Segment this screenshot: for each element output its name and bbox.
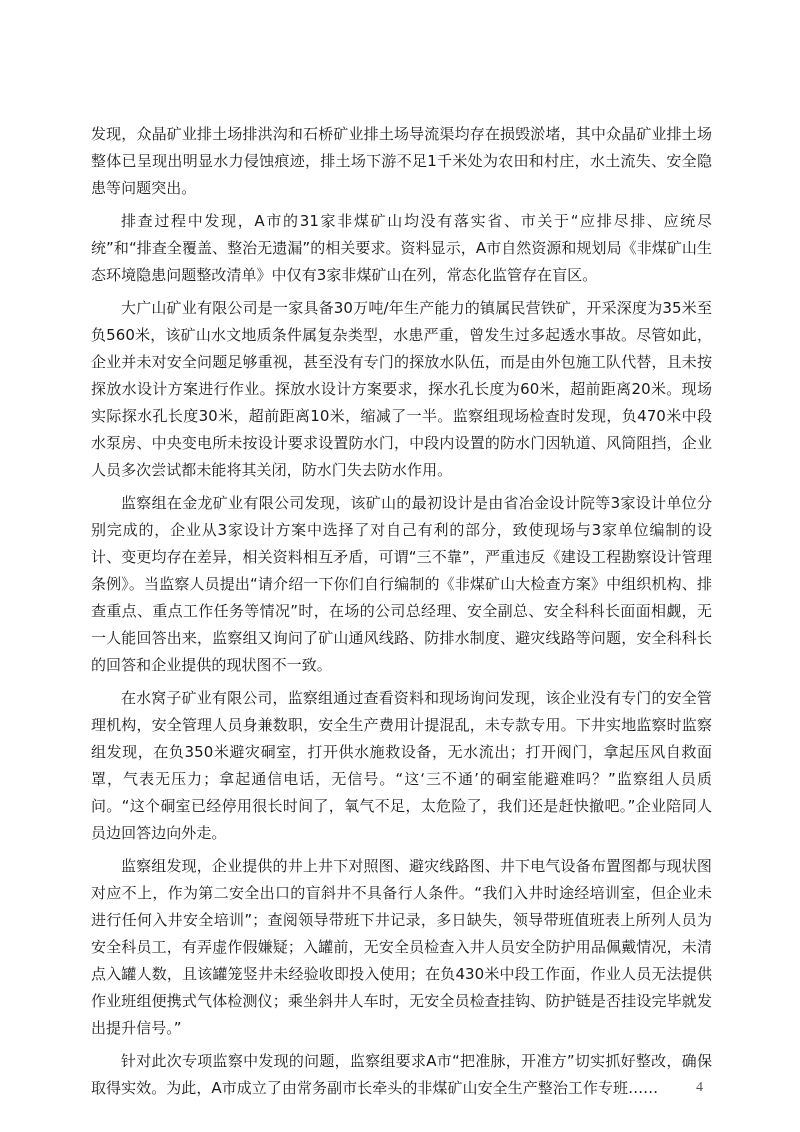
- paragraph-inspection-discrepancies: 监察组发现，企业提供的井上井下对照图、避灾线路图、井下电气设备布置图都与现状图对应不上，作为第二安全出口的盲斜井不具备行人条件。“我们入井时途经培训室，但企业未进行任何入井安全培训”；查阅领导带班下井记录，多日缺失，领导带班值班表上所列人员为安全科员工，有弄虚作假嫌疑；入罐前，无安全员检查入井人员安全防护用品佩戴情况，未清点入罐人数，且该罐笼竖井未经验收即投入使用；在负430米中段工作面，作业人员无法提供作业班组便携式气体检测仪；乘坐斜井人车时，无安全员检查挂钩、防护链是否挂设完毕就发出提升信号。”: [91, 857, 712, 1037]
- paragraph-investigation-findings: 排查过程中发现，A市的31家非煤矿山均没有落实省、市关于“应排尽排、应统尽统”和“排查全覆盖、整治无遗漏”的相关要求。资料显示，A市自然资源和规划局《非煤矿山生态环境隐患问题整改清单》中仅有3家非煤矿山在列，常态化监管存在盲区。: [91, 212, 712, 284]
- paragraph-rectification: 针对此次专项监察中发现的问题，监察组要求A市“把准脉，开准方”切实抓好整改，确保取得实效。为此，A市成立了由常务副市长牵头的非煤矿山安全生产整治工作专班……: [91, 1052, 712, 1097]
- paragraph-jinlong-mining: 监察组在金龙矿业有限公司发现，该矿山的最初设计是由省冶金设计院等3家设计单位分别完成的，企业从3家设计方案中选择了对自己有利的部分，致使现场与3家单位编制的设计、变更均存在差异，相关资料相互矛盾，可谓“三不靠”，严重违反《建设工程勘察设计管理条例》。当监察人员提出“请介绍一下你们自行编制的《非煤矿山大检查方案》中组织机构、排查重点、重点工作任务等情况”时，在场的公司总经理、安全副总、安全科科长面面相觑，无一人能回答出来，监察组又询问了矿山通风线路、防排水制度、避灾线路等问题，安全科科长的回答和企业提供的现状图不一致。: [91, 494, 712, 674]
- document-body: [91, 121, 712, 1108]
- paragraph-continuation: 发现，众晶矿业排土场排洪沟和石桥矿业排土场导流渠均存在损毁淤堵，其中众晶矿业排土场整体已呈现出明显水力侵蚀痕迹，排土场下游不足1千米处为农田和村庄，水土流失、安全隐患等问题突出。: [91, 125, 712, 197]
- page-number: 4: [696, 1080, 703, 1095]
- paragraph-daguangshan-mining: 大广山矿业有限公司是一家具备30万吨/年生产能力的镇属民营铁矿，开采深度为35米至负560米，该矿山水文地质条件属复杂类型，水患严重，曾发生过多起透水事故。尽管如此，企业并未对安全问题足够重视，甚至没有专门的探放水队伍，而是由外包施工队代替，且未按探放水设计方案进行作业。探放水设计方案要求，探水孔长度为60米，超前距离20米。现场实际探水孔长度30米，超前距离10米，缩减了一半。监察组现场检查时发现，负470米中段水泵房、中央变电所未按设计要求设置防水门，中段内设置的防水门因轨道、风筒阻挡，企业人员多次尝试都未能将其关闭，防水门失去防水作用。: [91, 299, 712, 479]
- paragraph-shuiwozi-mining: 在水窝子矿业有限公司，监察组通过查看资料和现场询问发现，该企业没有专门的安全管理机构，安全管理人员身兼数职，安全生产费用计提混乱，未专款专用。下井实地监察时监察组发现，在负350米避灾硐室，打开供水施救设备，无水流出；打开阀门，拿起压风自救面罩，气表无压力；拿起通信电话，无信号。“这‘三不通’的硐室能避难吗？”监察组人员质问。“这个硐室已经停用很长时间了，氧气不足，太危险了，我们还是赶快撤吧。”企业陪同人员边回答边向外走。: [91, 689, 712, 842]
